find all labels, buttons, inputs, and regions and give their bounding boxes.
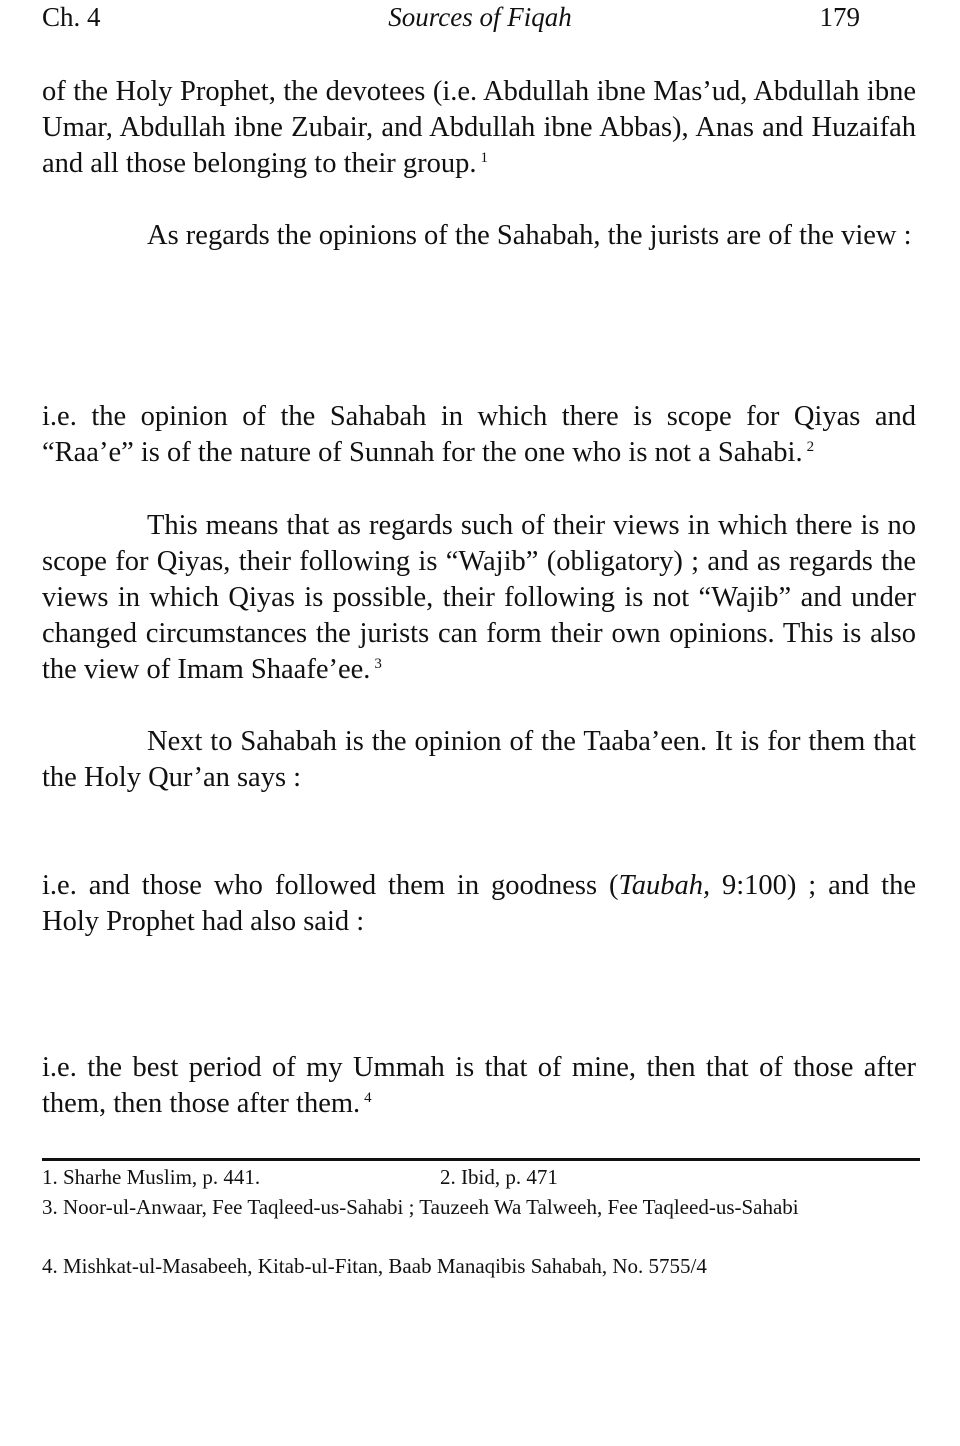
page-number: 179: [819, 2, 860, 32]
footnote-line-1: [42, 1164, 918, 1190]
paragraph-7-text: i.e. the best period of my Ummah is that of mine, then that of those after them, then those after them.: [42, 1052, 916, 1119]
paragraph-6-text-before: i.e. and those who followed them in goodness (: [42, 870, 619, 901]
footnote-ref-3: 3: [374, 655, 382, 672]
footnote-ref-1: 1: [480, 149, 489, 166]
footnote-1: 1. Sharhe Muslim, p. 441.: [42, 1165, 261, 1189]
paragraph-7: [42, 1050, 916, 1122]
paragraph-6: [42, 868, 916, 940]
paragraph-4: [42, 508, 916, 688]
footnote-3-text: 3. Noor-ul-Anwaar, Fee Taqleed-us-Sahabi ; Tauzeeh Wa Talweeh, Fee Taqleed-us-Sahabi: [42, 1195, 799, 1219]
chapter-label: Ch. 4: [42, 2, 101, 32]
paragraph-4-text: This means that as regards such of their views in which there is no scope for Qiyas, their following is “Wajib” (obligatory) ; and as regards the views in which Qiyas is possible, their following is not “Wajib” and under changed circumstances the jurists can form their own opinions. This is also the view of Imam Shaafe’ee.: [42, 510, 916, 685]
footnote-ref-2: 2: [806, 438, 815, 455]
paragraph-2-text: As regards the opinions of the Sahabah, the jurists are of the view :: [147, 220, 912, 251]
paragraph-5: [42, 724, 916, 796]
paragraph-6-italic: Taubah,: [618, 870, 711, 901]
footnote-2: 2. Ibid, p. 471: [440, 1165, 558, 1189]
footnote-4-text: 4. Mishkat-ul-Masabeeh, Kitab-ul-Fitan, Baab Manaqibis Sahabah, No. 5755/4: [42, 1254, 707, 1278]
paragraph-1-text: of the Holy Prophet, the devotees (i.e. Abdullah ibne Mas’ud, Abdullah ibne Umar, Abdullah ibne Zubair, and Abdullah ibne Abbas), Anas and Huzaifah and all those belonging to their group.: [42, 76, 916, 179]
footnote-ref-4: 4: [364, 1089, 372, 1106]
paragraph-3: [42, 399, 916, 471]
footnote-4: [42, 1253, 918, 1279]
running-title: Sources of Fiqah: [388, 2, 572, 32]
paragraph-6-text-after: 9:100) ; and the Holy Prophet had also said :: [42, 870, 917, 937]
paragraph-3-text: i.e. the opinion of the Sahabah in which there is scope for Qiyas and “Raa’e” is of the nature of Sunnah for the one who is not a Sahabi.: [42, 401, 916, 468]
footnote-divider: [42, 1158, 920, 1161]
paragraph-2: [42, 218, 916, 254]
footnote-3: [42, 1194, 918, 1220]
paragraph-5-text: Next to Sahabah is the opinion of the Taaba’een. It is for them that the Holy Qur’an says :: [42, 726, 916, 793]
paragraph-1: [42, 74, 916, 182]
running-header: [42, 2, 918, 42]
